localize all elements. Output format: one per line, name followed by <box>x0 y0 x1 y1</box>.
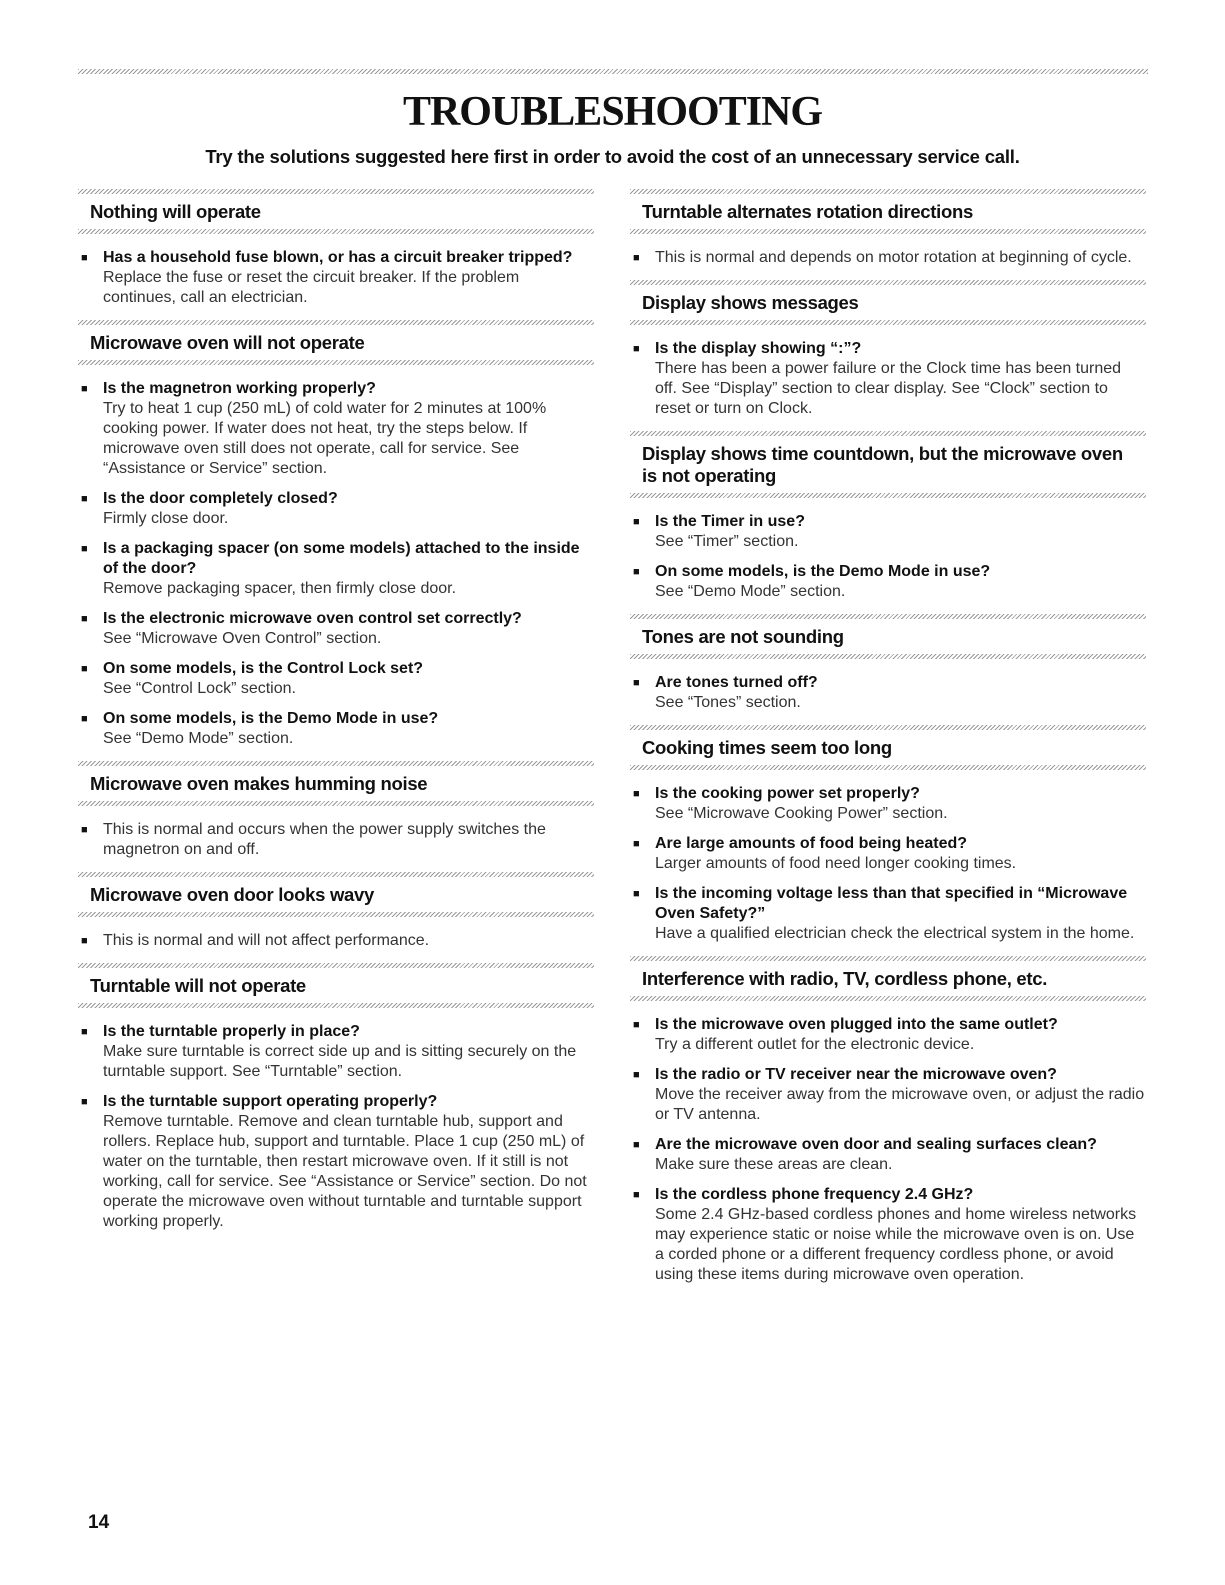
answer-text: Firmly close door. <box>103 510 229 527</box>
question-text: Is the cordless phone frequency 2.4 GHz? <box>655 1186 974 1203</box>
item-list <box>78 379 594 749</box>
question-text: Is the display showing “:”? <box>655 340 862 357</box>
answer-text: This is normal and occurs when the power supply switches the magnetron on and off. <box>103 821 546 858</box>
bullet-icon: ■ <box>81 1096 88 1108</box>
list-item <box>78 609 594 649</box>
bullet-icon: ■ <box>633 888 640 900</box>
answer-text: Make sure turntable is correct side up and is sitting securely on the turntable support. See “Turntable” section. <box>103 1043 577 1080</box>
question-text: Is the radio or TV receiver near the microwave oven? <box>655 1066 1057 1083</box>
bullet-icon: ■ <box>633 788 640 800</box>
section-rule-top <box>630 614 1146 619</box>
list-item <box>630 884 1146 944</box>
right-column <box>630 189 1146 1297</box>
section-rule-bottom <box>78 229 594 234</box>
bullet-icon: ■ <box>81 935 88 947</box>
answer-text: Make sure these areas are clean. <box>655 1156 893 1173</box>
troubleshooting-section <box>78 189 594 308</box>
section-rule-top <box>630 280 1146 285</box>
question-text: Has a household fuse blown, or has a circuit breaker tripped? <box>103 249 573 266</box>
list-item <box>630 1135 1146 1175</box>
section-rule-top <box>78 872 594 877</box>
answer-text: Move the receiver away from the microwave oven, or adjust the radio or TV antenna. <box>655 1086 1145 1123</box>
section-rule-bottom <box>630 654 1146 659</box>
troubleshooting-section <box>78 761 594 860</box>
bullet-icon: ■ <box>633 566 640 578</box>
bullet-icon: ■ <box>633 343 640 355</box>
section-rule-top <box>78 761 594 766</box>
section-rule-bottom <box>78 1003 594 1008</box>
section-heading: Display shows time countdown, but the microwave oven is not operating <box>642 443 1123 486</box>
page-subtitle: Try the solutions suggested here first in order to avoid the cost of an unnecessary service call. <box>205 146 1020 167</box>
answer-text: Replace the fuse or reset the circuit breaker. If the problem continues, call an electrician. <box>103 269 520 306</box>
bullet-icon: ■ <box>81 663 88 675</box>
list-item <box>78 489 594 529</box>
bullet-icon: ■ <box>633 252 640 264</box>
item-list <box>78 820 594 860</box>
bullet-icon: ■ <box>81 613 88 625</box>
section-heading: Microwave oven door looks wavy <box>90 884 375 905</box>
item-list <box>630 1015 1146 1285</box>
section-heading: Turntable will not operate <box>90 975 306 996</box>
list-item <box>630 512 1146 552</box>
section-rule-top <box>78 320 594 325</box>
list-item <box>630 1185 1146 1285</box>
list-item <box>630 1015 1146 1055</box>
section-heading: Cooking times seem too long <box>642 737 892 758</box>
list-item <box>78 379 594 479</box>
answer-text: See “Control Lock” section. <box>103 680 296 697</box>
section-rule-bottom <box>78 801 594 806</box>
bullet-icon: ■ <box>81 713 88 725</box>
list-item <box>630 834 1146 874</box>
page-title: TROUBLESHOOTING <box>402 89 823 135</box>
item-list <box>630 512 1146 602</box>
list-item <box>630 1065 1146 1125</box>
question-text: Is the magnetron working properly? <box>103 380 376 397</box>
bullet-icon: ■ <box>633 677 640 689</box>
item-list <box>630 673 1146 713</box>
question-text: Is the microwave oven plugged into the same outlet? <box>655 1016 1058 1033</box>
item-list <box>78 248 594 308</box>
answer-text: This is normal and will not affect performance. <box>103 932 430 949</box>
list-item <box>630 562 1146 602</box>
question-text: Is the door completely closed? <box>103 490 338 507</box>
list-item <box>630 248 1146 268</box>
answer-text: Larger amounts of food need longer cooking times. <box>655 855 1017 872</box>
list-item <box>78 659 594 699</box>
bullet-icon: ■ <box>633 1189 640 1201</box>
section-rule-top <box>78 189 594 194</box>
section-heading: Tones are not sounding <box>642 626 844 647</box>
left-column <box>78 189 594 1244</box>
list-item <box>78 931 594 951</box>
question-text: Is the electronic microwave oven control set correctly? <box>103 610 522 627</box>
question-text: On some models, is the Demo Mode in use? <box>655 563 991 580</box>
question-text: On some models, is the Control Lock set? <box>103 660 424 677</box>
troubleshooting-section <box>630 431 1146 602</box>
section-heading: Microwave oven will not operate <box>90 332 365 353</box>
question-text: Is the turntable properly in place? <box>103 1023 360 1040</box>
item-list <box>630 784 1146 944</box>
bullet-icon: ■ <box>633 516 640 528</box>
list-item <box>78 820 594 860</box>
list-item <box>78 539 594 599</box>
list-item <box>630 673 1146 713</box>
section-rule-top <box>630 725 1146 730</box>
question-text: Is the cooking power set properly? <box>655 785 920 802</box>
bullet-icon: ■ <box>633 838 640 850</box>
list-item <box>78 1022 594 1082</box>
item-list <box>630 339 1146 419</box>
section-rule-top <box>630 189 1146 194</box>
section-rule-top <box>78 963 594 968</box>
answer-text: Remove turntable. Remove and clean turntable hub, support and rollers. Replace hub, support and turntable. Place 1 cup (250 mL) of water on the turntable, then restart microwave oven. If it still is not working, call for service. See “Assistance or Service” section. Do not operate the microwave oven without turntable and turntable support working properly. <box>103 1113 587 1230</box>
section-rule-bottom <box>630 765 1146 770</box>
list-item <box>78 709 594 749</box>
item-list <box>78 931 594 951</box>
bullet-icon: ■ <box>81 824 88 836</box>
section-heading: Nothing will operate <box>90 201 261 222</box>
bullet-icon: ■ <box>81 493 88 505</box>
section-rule-bottom <box>630 229 1146 234</box>
troubleshooting-section <box>78 872 594 951</box>
page-number: 14 <box>88 1512 110 1533</box>
answer-text: See “Demo Mode” section. <box>103 730 294 747</box>
question-text: On some models, is the Demo Mode in use? <box>103 710 439 727</box>
bullet-icon: ■ <box>633 1019 640 1031</box>
question-text: Are large amounts of food being heated? <box>655 835 968 852</box>
list-item <box>630 339 1146 419</box>
list-item <box>78 1092 594 1232</box>
troubleshooting-section <box>630 614 1146 713</box>
list-item <box>78 248 594 308</box>
section-rule-bottom <box>630 320 1146 325</box>
section-rule-bottom <box>630 996 1146 1001</box>
answer-text: See “Microwave Cooking Power” section. <box>655 805 948 822</box>
list-item <box>630 784 1146 824</box>
item-list <box>78 1022 594 1232</box>
answer-text: This is normal and depends on motor rotation at beginning of cycle. <box>655 249 1132 266</box>
bullet-icon: ■ <box>81 383 88 395</box>
question-text: Are tones turned off? <box>655 674 818 691</box>
question-text: Is the Timer in use? <box>655 513 805 530</box>
question-text: Are the microwave oven door and sealing surfaces clean? <box>655 1136 1097 1153</box>
section-heading: Interference with radio, TV, cordless phone, etc. <box>642 968 1048 989</box>
answer-text: See “Tones” section. <box>655 694 801 711</box>
troubleshooting-section <box>630 189 1146 268</box>
answer-text: See “Demo Mode” section. <box>655 583 846 600</box>
troubleshooting-section <box>630 280 1146 419</box>
troubleshooting-section <box>78 320 594 749</box>
troubleshooting-section <box>78 963 594 1232</box>
troubleshooting-section <box>630 956 1146 1285</box>
bullet-icon: ■ <box>81 1026 88 1038</box>
troubleshooting-section <box>630 725 1146 944</box>
section-rule-top <box>630 431 1146 436</box>
item-list <box>630 248 1146 268</box>
answer-text: Try a different outlet for the electronic device. <box>655 1036 975 1053</box>
answer-text: See “Timer” section. <box>655 533 799 550</box>
bullet-icon: ■ <box>81 252 88 264</box>
answer-text: There has been a power failure or the Clock time has been turned off. See “Display” section to clear display. See “Clock” section to reset or turn on Clock. <box>655 360 1122 417</box>
question-text: Is the turntable support operating properly? <box>103 1093 438 1110</box>
bullet-icon: ■ <box>633 1069 640 1081</box>
answer-text: Have a qualified electrician check the electrical system in the home. <box>655 925 1135 942</box>
section-heading: Microwave oven makes humming noise <box>90 773 428 794</box>
question-text: Is a packaging spacer (on some models) attached to the inside of the door? <box>103 540 580 577</box>
section-rule-bottom <box>78 360 594 365</box>
section-heading: Display shows messages <box>642 292 859 313</box>
answer-text: Remove packaging spacer, then firmly close door. <box>103 580 457 597</box>
answer-text: Try to heat 1 cup (250 mL) of cold water for 2 minutes at 100% cooking power. If water does not heat, try the steps below. If microwave oven still does not operate, call for service. See “Assistance or Service” section. <box>103 400 547 477</box>
section-rule-bottom <box>78 912 594 917</box>
bullet-icon: ■ <box>633 1139 640 1151</box>
section-rule-top <box>630 956 1146 961</box>
bullet-icon: ■ <box>81 543 88 555</box>
section-heading: Turntable alternates rotation directions <box>642 201 973 222</box>
top-rule <box>78 69 1148 74</box>
answer-text: See “Microwave Oven Control” section. <box>103 630 382 647</box>
answer-text: Some 2.4 GHz-based cordless phones and home wireless networks may experience static or noise while the microwave oven is on. Use a corded phone or a different frequency cordless phone, or avoid using these items during microwave oven operation. <box>655 1206 1137 1283</box>
section-rule-bottom <box>630 493 1146 498</box>
question-text: Is the incoming voltage less than that specified in “Microwave Oven Safety?” <box>655 885 1128 922</box>
